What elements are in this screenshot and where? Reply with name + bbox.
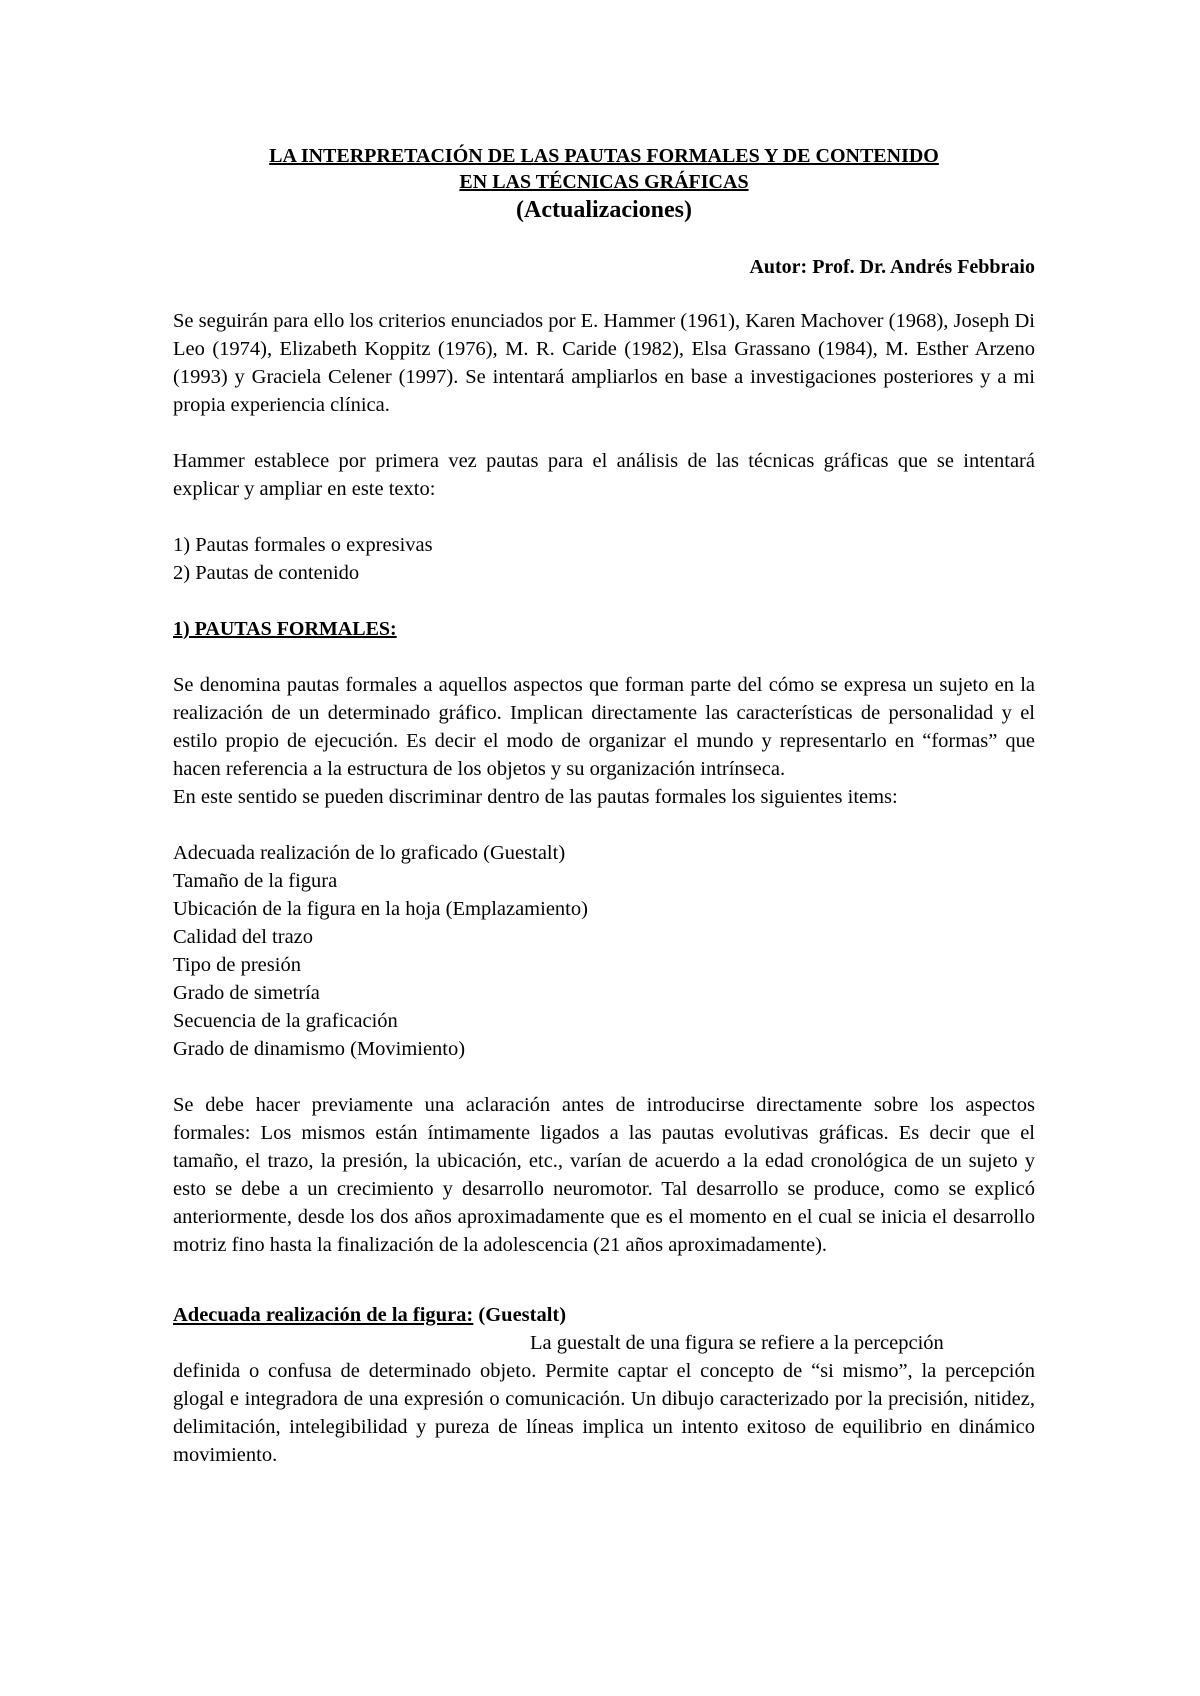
list-item: 1) Pautas formales o expresivas [173,534,433,556]
list-item: 2) Pautas de contenido [173,562,360,584]
intro-paragraph: Se seguirán para ello los criterios enunciados por E. Hammer (1961), Karen Machover (1968), Joseph Di Leo (1974), Elizabeth Koppitz (1976), M. R. Caride (1982), Elsa Grassano (1984), M. Esther Arzeno (1993) y Graciela Celener (1997). Se intentará ampliarlos en base a investigaciones posteriores y a mi propia experiencia clínica. [173,310,1035,416]
spacer [173,811,1035,839]
list-item: Adecuada realización de lo graficado (Guestalt) [173,842,566,864]
formal-items-list [173,839,1035,1063]
document-body [173,143,1035,1469]
pautas-formales-paragraph: Se denomina pautas formales a aquellos aspectos que forman parte del cómo se expresa un sujeto en la realización de un determinado gráfico. Implican directamente las características de personalidad y el estilo propio de ejecución. Es decir el modo de organizar el mundo y representarlo en “formas” que hacen referencia a la estructura de los objetos y su organización intrínseca. [173,674,1035,780]
hammer-paragraph: Hammer establece por primera vez pautas para el análisis de las técnicas gráficas que se intentará explicar y ampliar en este texto: [173,450,1035,500]
list-item: Tamaño de la figura [173,870,338,892]
list-item: Ubicación de la figura en la hoja (Emplazamiento) [173,898,588,920]
list-item: Grado de dinamismo (Movimiento) [173,1038,466,1060]
gestalt-heading [173,1301,1035,1329]
list-item: Tipo de presión [173,954,301,976]
list-item: Grado de simetría [173,982,320,1004]
gestalt-heading-underlined: Adecuada realización de la figura: [173,1304,474,1326]
gestalt-paragraph: definida o confusa de determinado objeto. Permite captar el concepto de “si mismo”, la percepción glogal e integradora de una expresión o comunicación. Un dibujo caracterizado por la precisión, nitidez, delimitación, intelegibilidad y pureza de líneas implica un intento exitoso de equilibrio en dinámico movimiento. [173,1360,1035,1466]
gestalt-heading-rest: (Guestalt) [473,1304,567,1326]
spacer [173,1259,1035,1301]
spacer [173,503,1035,531]
document-subtitle: (Actualizaciones) [516,197,692,223]
spacer [173,419,1035,447]
gestalt-first-line: La guestalt de una figura se refiere a la percepción [530,1332,944,1354]
list-item: Secuencia de la graficación [173,1010,398,1032]
spacer [173,587,1035,615]
list-item: Calidad del trazo [173,926,314,948]
pautas-list [173,531,1035,587]
author-line: Autor: Prof. Dr. Andrés Febbraio [749,256,1035,278]
clarification-paragraph: Se debe hacer previamente una aclaración antes de introducirse directamente sobre los aspectos formales: Los mismos están íntimamente ligados a las pautas evolutivas gráficas. Es decir que el tamaño, el trazo, la presión, la ubicación, etc., varían de acuerdo a la edad cronológica de un sujeto y esto se debe a un crecimiento y desarrollo neuromotor. Tal desarrollo se produce, como se explicó anteriormente, desde los dos años aproximadamente que es el momento en el cual se inicia el desarrollo motriz fino hasta la finalización de la adolescencia (21 años aproximadamente). [173,1094,1035,1256]
items-intro-line: En este sentido se pueden discriminar dentro de las pautas formales los siguientes items: [173,786,898,808]
spacer [173,1063,1035,1091]
document-title-line-1: LA INTERPRETACIÓN DE LAS PAUTAS FORMALES Y DE CONTENIDO [269,145,939,167]
spacer [173,643,1035,671]
section-heading-pautas-formales: 1) PAUTAS FORMALES: [173,618,397,640]
document-title-line-2: EN LAS TÉCNICAS GRÁFICAS [459,171,749,193]
